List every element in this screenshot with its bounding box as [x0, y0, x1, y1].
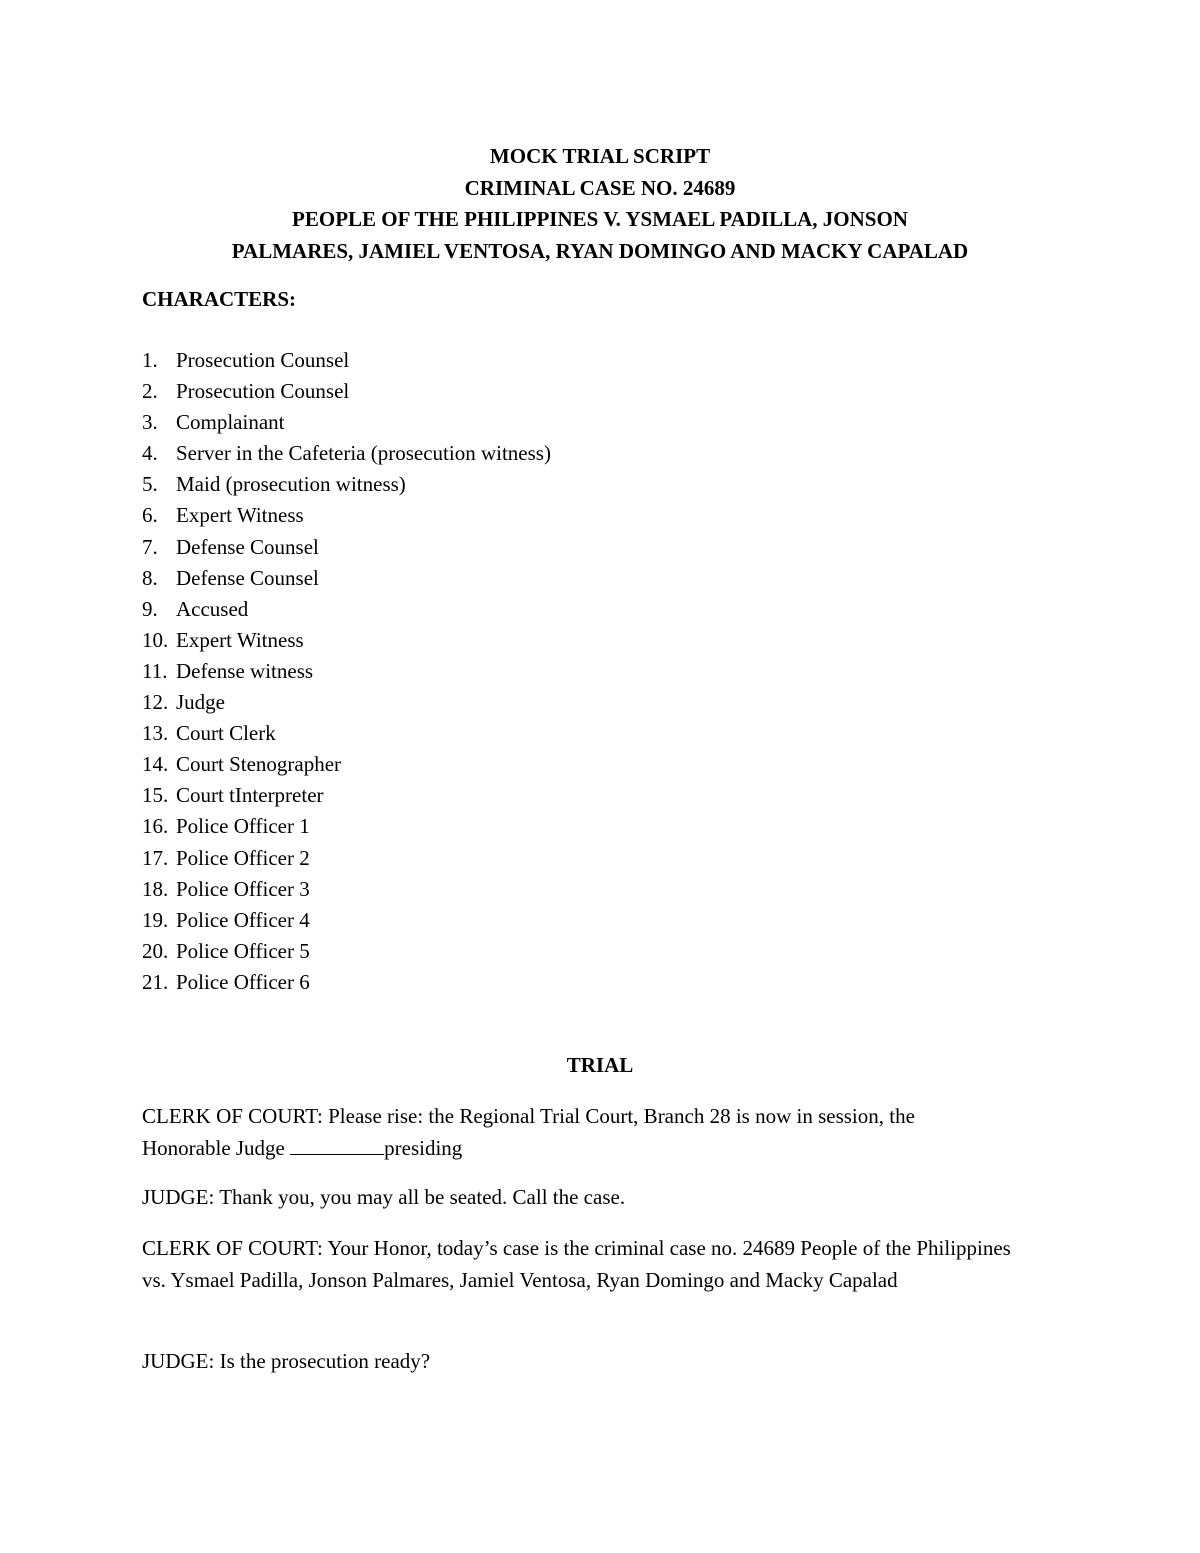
list-number: 1.: [142, 348, 158, 372]
list-number: 11.: [142, 658, 168, 683]
character-name: Police Officer 2: [176, 845, 310, 870]
trial-heading: TRIAL: [566, 1053, 634, 1077]
list-item: [142, 811, 551, 842]
list-item: [142, 905, 551, 936]
script-line: [142, 1133, 1042, 1165]
character-name: Server in the Cafeteria (prosecution witness): [176, 441, 551, 466]
list-item: [142, 843, 551, 874]
script-line: CLERK OF COURT: Please rise: the Regional Trial Court, Branch 28 is now in session, the: [142, 1104, 915, 1128]
list-number: 2.: [142, 379, 158, 404]
list-item: [142, 874, 551, 905]
list-item: [142, 376, 551, 407]
title-line: MOCK TRIAL SCRIPT: [489, 144, 711, 168]
character-name: Complainant: [176, 410, 285, 435]
list-item: [142, 718, 551, 749]
character-name: Defense Counsel: [176, 534, 319, 559]
list-item: [142, 594, 551, 625]
list-number: 12.: [142, 690, 169, 715]
list-item: [142, 656, 551, 687]
list-item: [142, 469, 551, 500]
list-number: 5.: [142, 472, 158, 497]
list-number: 15.: [142, 783, 169, 808]
character-name: Expert Witness: [176, 627, 304, 652]
script-paragraph-clerk-opening: [142, 1101, 1042, 1164]
character-name: Judge: [176, 690, 225, 715]
title-line: CRIMINAL CASE NO. 24689: [464, 175, 736, 200]
character-name: Police Officer 3: [176, 876, 310, 901]
character-name: Prosecution Counsel: [176, 348, 350, 372]
list-number: 8.: [142, 565, 158, 590]
list-number: 3.: [142, 410, 158, 435]
character-name: Accused: [176, 596, 249, 621]
script-paragraph-clerk-case: CLERK OF COURT: Your Honor, today’s case is the criminal case no. 24689 People of the Philippines vs. Ysmael Padilla, Jonson Palmares, Jamiel Ventosa, Ryan Domingo and Macky Capalad: [142, 1236, 1011, 1292]
list-item: [142, 780, 551, 811]
list-item: [142, 407, 551, 438]
character-name: Court Stenographer: [176, 752, 342, 777]
list-item: [142, 687, 551, 718]
document-title: [142, 141, 1058, 267]
list-number: 13.: [142, 721, 169, 746]
list-number: 10.: [142, 627, 169, 652]
characters-heading: CHARACTERS:: [142, 287, 297, 311]
list-number: 14.: [142, 752, 169, 777]
list-item: [142, 345, 551, 376]
character-name: Police Officer 5: [176, 938, 310, 963]
list-number: 6.: [142, 503, 158, 528]
list-number: 21.: [142, 969, 169, 994]
list-number: 7.: [142, 534, 158, 559]
list-number: 17.: [142, 845, 169, 870]
character-name: Police Officer 1: [176, 814, 310, 839]
script-text: presiding: [384, 1135, 463, 1160]
list-number: 18.: [142, 876, 169, 901]
list-number: 20.: [142, 938, 169, 963]
judge-name-blank: [290, 1137, 384, 1155]
list-item: [142, 749, 551, 780]
character-name: Expert Witness: [176, 503, 304, 528]
character-name: Police Officer 6: [176, 969, 310, 994]
list-item: [142, 563, 551, 594]
list-number: 4.: [142, 441, 158, 466]
character-name: Court tInterpreter: [176, 783, 324, 808]
script-paragraph-judge-prosecution: JUDGE: Is the prosecution ready?: [142, 1349, 431, 1373]
title-line: PALMARES, JAMIEL VENTOSA, RYAN DOMINGO AND MACKY CAPALAD: [231, 238, 969, 263]
list-item: [142, 438, 551, 469]
list-item: [142, 625, 551, 656]
script-paragraph-judge-seated: JUDGE: Thank you, you may all be seated. Call the case.: [142, 1185, 626, 1209]
character-name: Maid (prosecution witness): [176, 472, 406, 497]
character-name: Police Officer 4: [176, 907, 310, 932]
script-text: Honorable Judge: [142, 1135, 291, 1160]
list-number: 16.: [142, 814, 169, 839]
list-number: 9.: [142, 596, 158, 621]
character-name: Prosecution Counsel: [176, 379, 350, 404]
list-item: [142, 500, 551, 531]
list-number: 19.: [142, 907, 169, 932]
list-item: [142, 532, 551, 563]
characters-list: [142, 345, 551, 998]
character-name: Defense witness: [176, 658, 314, 683]
list-item: [142, 936, 551, 967]
list-item: [142, 967, 551, 998]
character-name: Defense Counsel: [176, 565, 319, 590]
character-name: Court Clerk: [176, 721, 276, 746]
title-line: PEOPLE OF THE PHILIPPINES V. YSMAEL PADILLA, JONSON: [292, 207, 908, 231]
